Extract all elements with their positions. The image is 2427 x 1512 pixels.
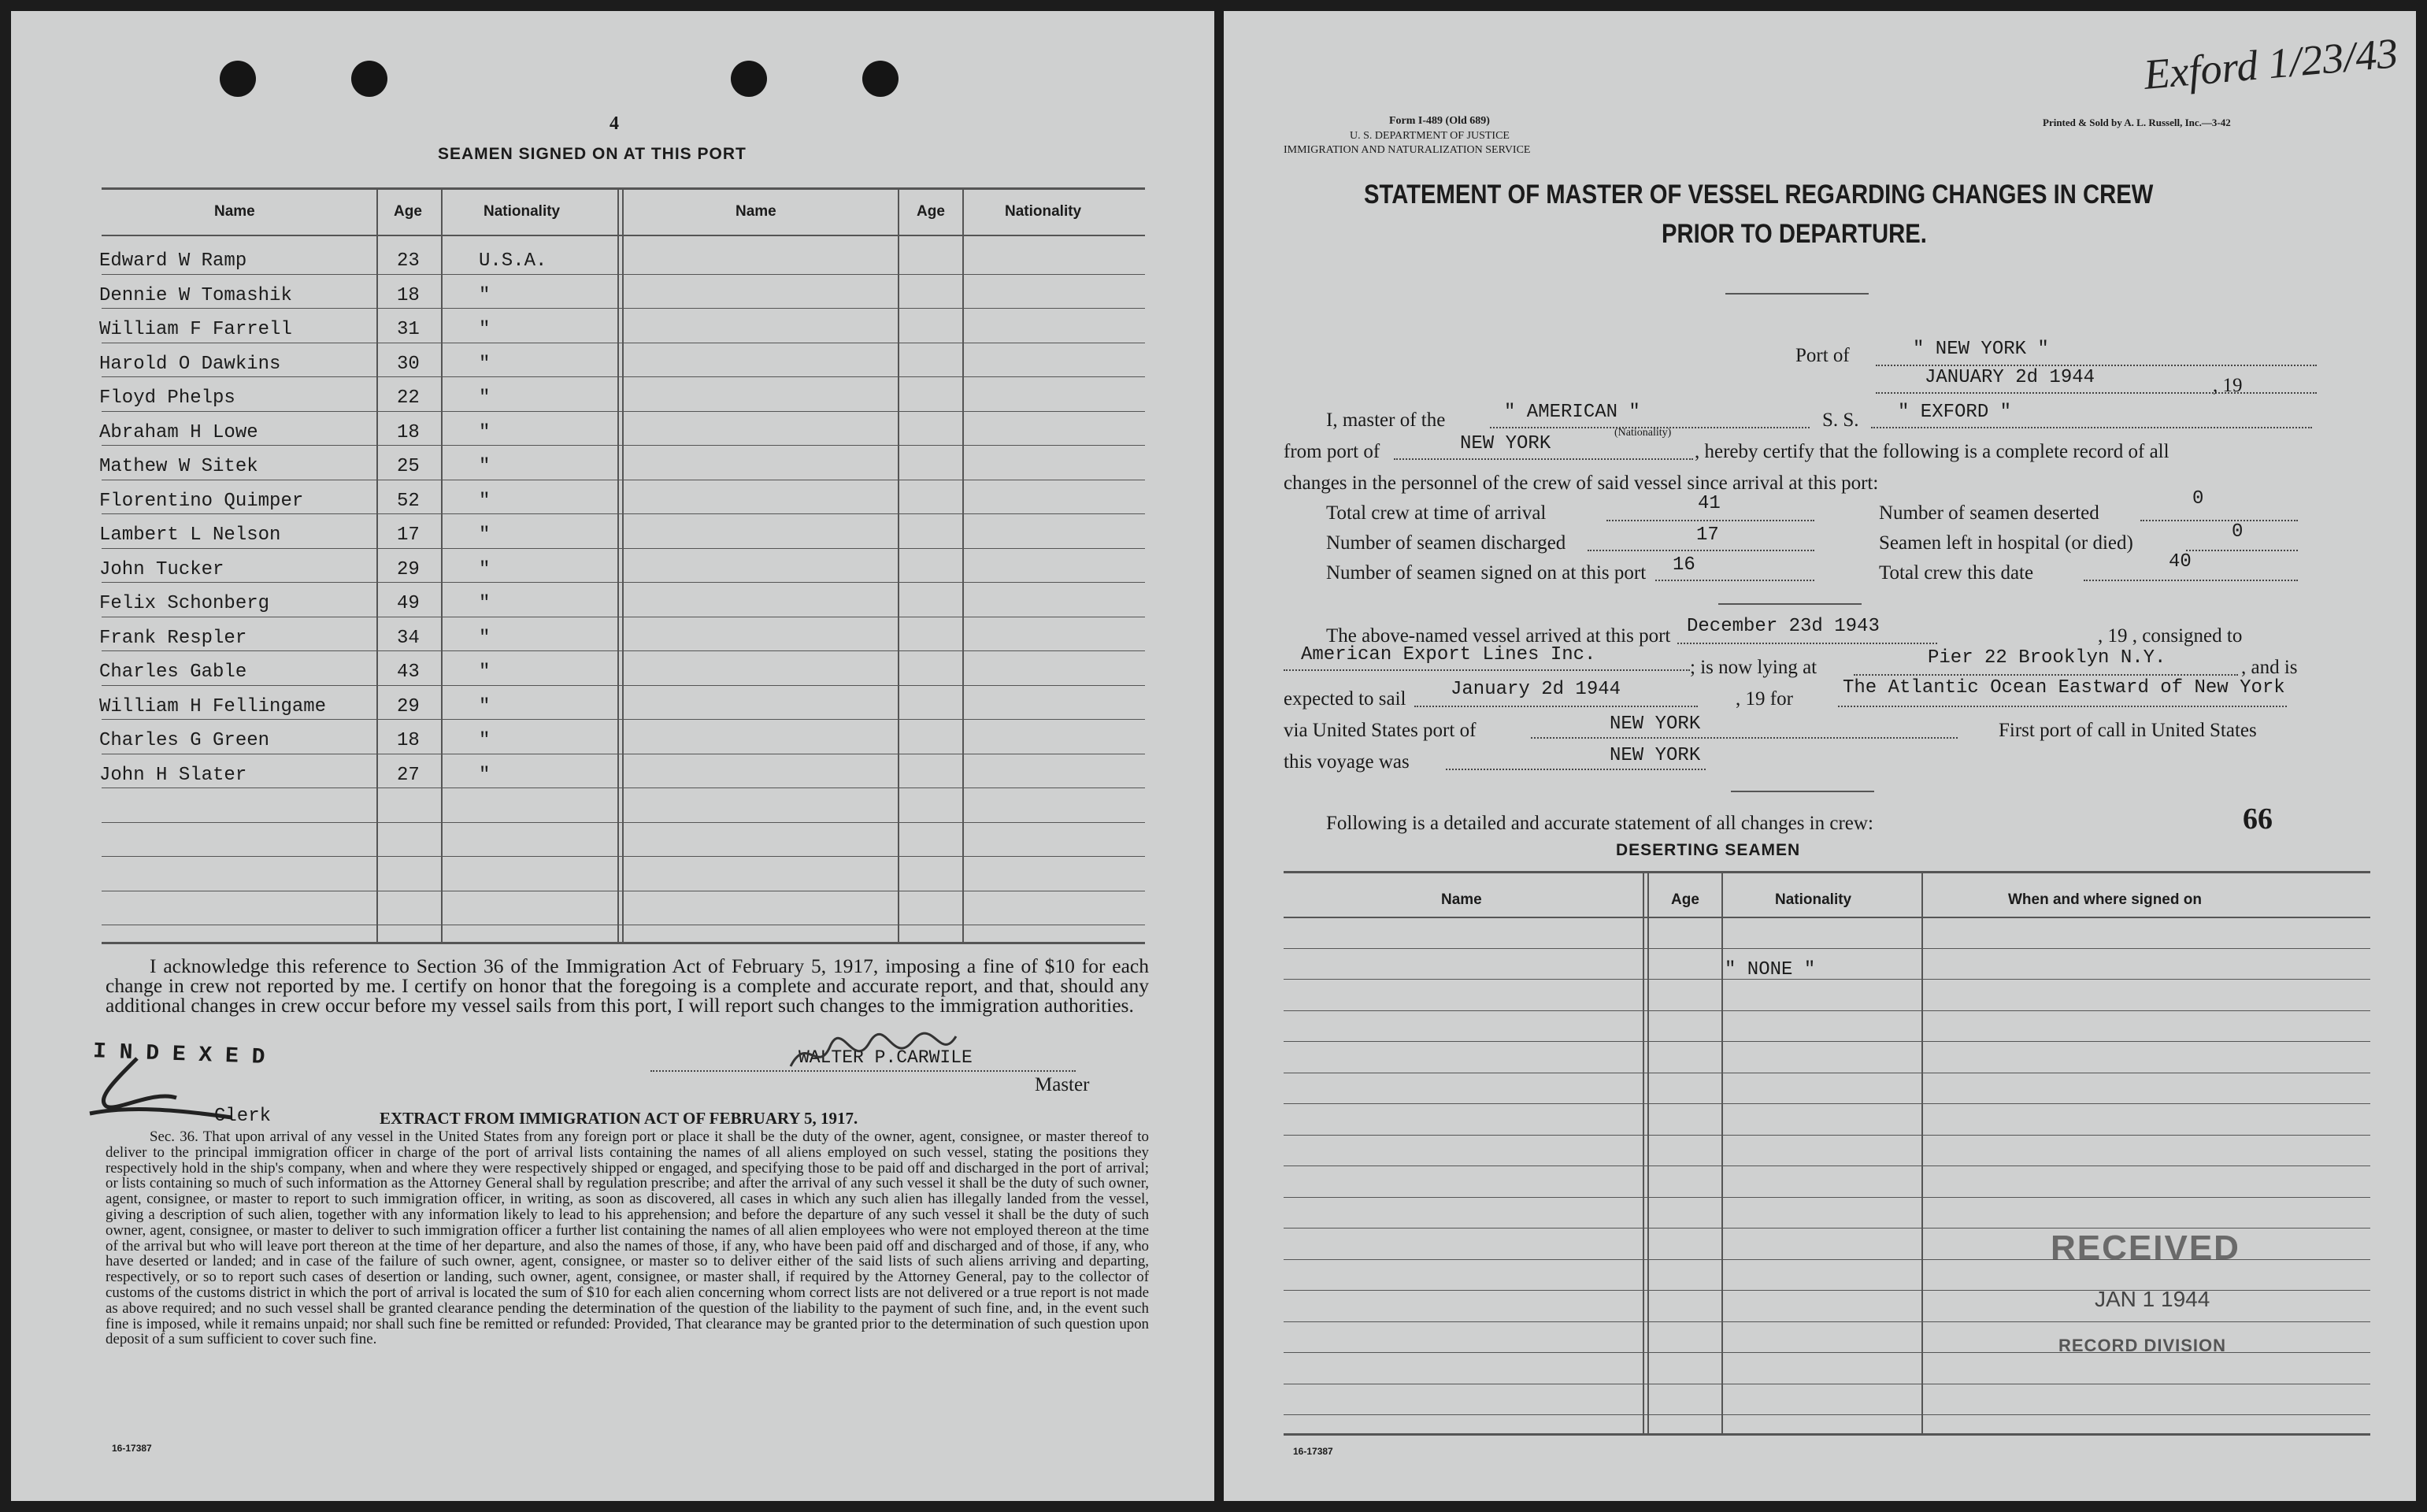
via-port: NEW YORK	[1610, 713, 1701, 735]
table-row-rule	[102, 822, 1145, 823]
table-row-rule	[102, 445, 1145, 446]
table-row-rule	[1284, 1197, 2370, 1198]
page-number: 66	[2243, 802, 2273, 836]
seaman-nationality: "	[479, 764, 491, 786]
title-underline	[1725, 293, 1869, 295]
hospital-count: 0	[2232, 521, 2244, 543]
seaman-nationality: "	[479, 558, 491, 580]
following-text: Following is a detailed and accurate statement of all changes in crew:	[1326, 813, 1873, 834]
seaman-age: 18	[397, 421, 420, 443]
handwritten-note: Exford 1/23/43	[2142, 29, 2400, 98]
and-is-label: , and is	[2241, 657, 2298, 678]
first-port-label: First port of call in United States	[1999, 720, 2257, 741]
column-header: When and where signed on	[2008, 891, 2202, 908]
discharged-line	[1588, 550, 1814, 551]
right-page	[1224, 11, 2416, 1501]
nationality-caption: (Nationality)	[1614, 427, 1672, 439]
column-header: Name	[736, 203, 776, 220]
column-divider	[1921, 873, 1923, 1433]
deserting-table-header-rule	[1284, 917, 2370, 918]
table-row-rule	[102, 582, 1145, 583]
punch-hole	[731, 61, 767, 97]
form-title-line1: STATEMENT OF MASTER OF VESSEL REGARDING CHANGES IN CREW	[1364, 180, 2154, 209]
destination-line	[1838, 706, 2287, 707]
seaman-nationality: "	[479, 524, 491, 546]
hospital-line	[2186, 550, 2298, 551]
table-row-rule	[1284, 979, 2370, 980]
seaman-nationality: "	[479, 627, 491, 649]
table-row-rule	[1284, 1321, 2370, 1322]
column-header: Age	[917, 203, 945, 220]
seaman-nationality: "	[479, 662, 491, 683]
received-date: JAN 1 1944	[2095, 1287, 2210, 1311]
seaman-nationality: "	[479, 730, 491, 751]
vessel-nationality: " AMERICAN "	[1504, 402, 1640, 423]
signed-on-label: Number of seamen signed on at this port	[1326, 562, 1647, 584]
column-header: Nationality	[484, 203, 561, 220]
seaman-name: Abraham H Lowe	[99, 421, 258, 443]
seaman-age: 52	[397, 490, 420, 512]
deserting-table-bottom	[1284, 1433, 2370, 1436]
seaman-name: John Tucker	[99, 558, 224, 580]
seaman-name: Edward W Ramp	[99, 250, 247, 272]
seaman-age: 29	[397, 558, 420, 580]
table-row-rule	[102, 274, 1145, 275]
master-label: Master	[1035, 1074, 1090, 1095]
seaman-age: 49	[397, 593, 420, 614]
seaman-nationality: U.S.A.	[479, 250, 547, 272]
extract-title: EXTRACT FROM IMMIGRATION ACT OF FEBRUARY 5, 1917.	[380, 1109, 858, 1128]
port-line	[1876, 365, 2317, 366]
footer-code: 16-17387	[1293, 1446, 1333, 1457]
hospital-label: Seamen left in hospital (or died)	[1879, 532, 2133, 554]
seaman-nationality: "	[479, 490, 491, 512]
seaman-nationality: "	[479, 456, 491, 477]
lying-at: Pier 22 Brooklyn N.Y.	[1928, 647, 2166, 669]
table-row-rule	[102, 548, 1145, 549]
seaman-age: 29	[397, 695, 420, 717]
seaman-name: Floyd Phelps	[99, 387, 235, 409]
section-title: SEAMEN SIGNED ON AT THIS PORT	[438, 145, 747, 163]
certify-text: , hereby certify that the following is a complete record of all	[1695, 441, 2169, 462]
consignee-line	[1284, 669, 1690, 671]
seaman-nationality: "	[479, 387, 491, 409]
table-row-rule	[102, 376, 1145, 377]
seaman-nationality: "	[479, 421, 491, 443]
master-of-label: I, master of the	[1326, 410, 1446, 431]
extract-text: Sec. 36. That upon arrival of any vessel in the United States from any foreign port or place it shall be the duty of the owner, agent, consignee, or master thereof to deliver to the principal immigration officer in charge of the port of arrival lists containing the names of all aliens employed on such vessel, stating the positions they respectively hold in the ship's company, when and where they were respectively shipped or engaged, and specifying those to be paid off and discharged in the port of arrival; or lists containing so much of such information as the Attorney General shall by regulation prescribe; and after the arrival of any such vessel it shall be the duty of such owner, agent, consignee, or master to report to such immigration officer, in writing, as soon as discovered, all cases in which any such alien has illegally landed from the vessel, giving a description of such alien, together with any information likely to lead to his apprehension; and before the departure of any such vessel it shall be the duty of such owner, agent, consignee, or master to deliver to such immigration officer a further list containing the names of all alien employees who were not employed thereon at the time of the arrival but who will leave port thereon at the time of her departure, and also the names of those, if any, who have been paid off and discharged and of those, if any, who have deserted or landed; and in case of the failure of such owner, agent, consignee, or master so to deliver either of the said lists of such aliens arriving and departing, respectively, or so to report such cases of desertion or landing, such owner, agent, consignee, or master shall, if required by the Attorney General, pay to the collector of customs of the customs district in which the port of arrival is located the sum of $10 for each alien concerning whom correct lists are not delivered or a true report is not made as above required; and no such vessel shall be granted clearance pending the determination of the question of the liability to the payment of such fine, and, in the event such fine is imposed, while it remains unpaid; nor shall such fine be remitted or refunded: Provided, That clearance may be granted prior to the determination of such question upon deposit of a sum sufficient to cover such fine.	[106, 1128, 1149, 1348]
seaman-age: 23	[397, 250, 420, 272]
counts-underline	[1718, 603, 1862, 605]
seaman-age: 22	[397, 387, 420, 409]
column-divider	[898, 189, 899, 942]
column-header: Nationality	[1005, 203, 1082, 220]
deserting-table-top	[1284, 871, 2370, 873]
master-signature	[783, 1027, 964, 1082]
seaman-name: Mathew W Sitek	[99, 456, 258, 477]
seaman-nationality: "	[479, 593, 491, 614]
deserting-title: DESERTING SEAMEN	[1616, 841, 1801, 859]
table-bottom-rule	[102, 942, 1145, 944]
changes-text: changes in the personnel of the crew of said vessel since arrival at this port:	[1284, 472, 1879, 494]
seaman-name: Felix Schonberg	[99, 593, 270, 614]
seaman-name: Dennie W Tomashik	[99, 284, 292, 306]
seaman-age: 31	[397, 319, 420, 340]
seaman-name: John H Slater	[99, 764, 247, 786]
column-divider	[1647, 873, 1649, 1433]
lying-line	[1854, 674, 2238, 676]
total-crew-date: 40	[2169, 551, 2192, 573]
acknowledgement-text: I acknowledge this reference to Section 36 of the Immigration Act of February 5, 1917, imposing a fine of $10 for each change in crew not reported by me. I certify on honor that the foregoing is a complete and accurate report, and that, should any additional changes in crew occur before my vessel sails from this port, I will report such changes to the immigration authorities.	[106, 954, 1149, 1017]
punch-hole	[862, 61, 899, 97]
column-divider	[1643, 873, 1644, 1433]
seaman-age: 43	[397, 662, 420, 683]
destination: The Atlantic Ocean Eastward of New York	[1843, 677, 2285, 699]
seaman-name: Florentino Quimper	[99, 490, 304, 512]
vessel-name: " EXFORD "	[1898, 402, 2012, 423]
signed-on-line	[1655, 580, 1814, 581]
total-crew-date-label: Total crew this date	[1879, 562, 2034, 584]
seaman-name: Charles G Green	[99, 730, 270, 751]
from-port-label: from port of	[1284, 441, 1380, 462]
sail-date: January 2d 1944	[1451, 679, 1621, 700]
seaman-age: 27	[397, 764, 420, 786]
port-value: " NEW YORK "	[1913, 339, 2049, 360]
seaman-age: 17	[397, 524, 420, 546]
seaman-age: 18	[397, 284, 420, 306]
discharged-label: Number of seamen discharged	[1326, 532, 1566, 554]
signed-on-count: 16	[1673, 554, 1695, 576]
total-crew-date-line	[2084, 580, 2298, 581]
column-divider	[1721, 873, 1723, 1433]
table-row-rule	[1284, 1414, 2370, 1415]
year-suffix: , 19	[2213, 375, 2243, 396]
ss-label: S. S.	[1822, 410, 1859, 431]
voyage-line	[1446, 769, 1706, 770]
column-header: Nationality	[1775, 891, 1852, 908]
port-label: Port of	[1795, 345, 1850, 366]
seaman-age: 25	[397, 456, 420, 477]
table-row-rule	[1284, 1103, 2370, 1104]
table-row-rule	[1284, 1135, 2370, 1136]
lying-label: ; is now lying at	[1690, 657, 1817, 678]
page-number: 4	[610, 113, 619, 134]
punch-hole	[220, 61, 256, 97]
consigned-label: , 19 , consigned to	[2098, 625, 2243, 647]
department: U. S. DEPARTMENT OF JUSTICE	[1350, 130, 1510, 142]
seaman-name: William H Fellingame	[99, 695, 327, 717]
table-row-rule	[102, 856, 1145, 857]
master-name: WALTER P.CARWILE	[799, 1047, 973, 1068]
master-signature-line	[650, 1070, 1076, 1072]
column-divider	[622, 189, 624, 942]
column-divider	[617, 189, 619, 942]
seaman-name: Harold O Dawkins	[99, 353, 281, 375]
table-row-rule	[102, 308, 1145, 309]
column-header: Name	[214, 203, 255, 220]
table-row-rule	[102, 513, 1145, 514]
seaman-age: 30	[397, 353, 420, 375]
from-port-line	[1394, 458, 1693, 460]
expected-label: expected to sail	[1284, 688, 1406, 710]
seaman-age: 34	[397, 627, 420, 649]
deserted-line	[2140, 520, 2298, 521]
table-row-rule	[1284, 1010, 2370, 1011]
table-row-rule	[102, 719, 1145, 720]
from-port-value: NEW YORK	[1460, 433, 1551, 454]
voyage-underline	[1731, 791, 1874, 792]
seaman-name: Frank Respler	[99, 627, 247, 649]
via-line	[1531, 737, 1958, 739]
table-row-rule	[102, 650, 1145, 651]
discharged-count: 17	[1696, 524, 1719, 546]
received-division: RECORD DIVISION	[2058, 1336, 2227, 1355]
table-row-rule	[1284, 1041, 2370, 1042]
service: IMMIGRATION AND NATURALIZATION SERVICE	[1284, 144, 1531, 156]
column-divider	[441, 189, 443, 942]
deserted-count: 0	[2192, 488, 2204, 510]
consignee: American Export Lines Inc.	[1301, 644, 1596, 665]
total-crew-arrival-label: Total crew at time of arrival	[1326, 502, 1547, 524]
date-value: JANUARY 2d 1944	[1925, 367, 2095, 388]
date-line	[1876, 392, 2317, 394]
total-crew-arrival-line	[1606, 520, 1814, 521]
form-title-line2: PRIOR TO DEPARTURE.	[1662, 219, 1927, 249]
seaman-nationality: "	[479, 319, 491, 340]
voyage-label: this voyage was	[1284, 751, 1410, 773]
column-header: Name	[1441, 891, 1482, 908]
clerk-label: Clerk	[214, 1106, 272, 1127]
sail-date-line	[1414, 706, 1698, 707]
table-row-rule	[102, 685, 1145, 686]
column-divider	[962, 189, 964, 942]
column-header: Age	[394, 203, 422, 220]
via-label: via United States port of	[1284, 720, 1477, 741]
arrived-label: The above-named vessel arrived at this port	[1326, 625, 1671, 647]
deserting-entry: " NONE "	[1725, 959, 1816, 980]
deserted-label: Number of seamen deserted	[1879, 502, 2099, 524]
punch-hole	[351, 61, 387, 97]
voyage-port: NEW YORK	[1610, 745, 1701, 766]
seaman-age: 18	[397, 730, 420, 751]
total-crew-arrival: 41	[1698, 493, 1721, 514]
column-divider	[376, 189, 378, 942]
received-stamp: RECEIVED	[2051, 1228, 2240, 1267]
arrived-date: December 23d 1943	[1687, 616, 1880, 637]
form-number: Form I-489 (Old 689)	[1389, 115, 1490, 127]
for-label: , 19 for	[1736, 688, 1793, 710]
footer-code: 16-17387	[112, 1443, 152, 1454]
vessel-name-line	[1871, 427, 2312, 428]
left-page	[11, 11, 1214, 1501]
seaman-name: Lambert L Nelson	[99, 524, 281, 546]
arrived-line	[1677, 643, 1937, 644]
table-row-rule	[1284, 948, 2370, 949]
printer-credit: Printed & Sold by A. L. Russell, Inc.—3-42	[2043, 117, 2231, 128]
table-row-rule	[102, 411, 1145, 412]
indexed-stamp: I N D E X E D	[92, 1040, 265, 1070]
seaman-name: William F Farrell	[99, 319, 292, 340]
seaman-nationality: "	[479, 284, 491, 306]
seaman-nationality: "	[479, 353, 491, 375]
seaman-nationality: "	[479, 695, 491, 717]
column-header: Age	[1671, 891, 1699, 908]
seaman-name: Charles Gable	[99, 662, 247, 683]
